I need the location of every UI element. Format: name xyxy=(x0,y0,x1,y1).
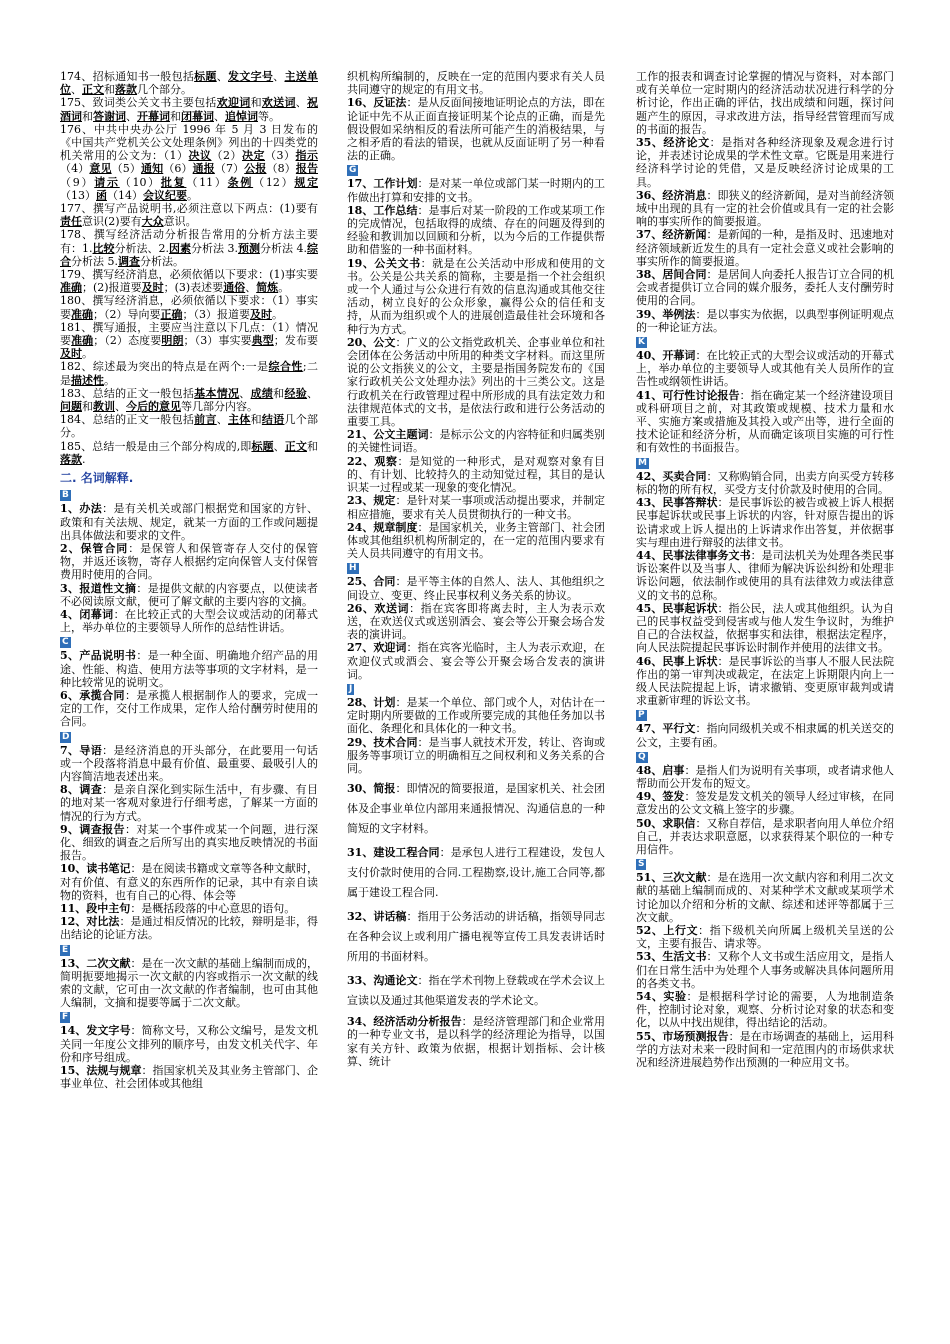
paragraph: 13、二次文献：是在一次文献的基础上编制而成的，简明扼要地揭示一次文献的内容或指示一次文献的线索的文献，它可由一次文献的作者编制，也可由其他人编制，文摘和提要等属于二次文献。 xyxy=(60,956,318,1010)
paragraph: 27、欢迎词：指在宾客光临时，主人为表示欢迎，在欢迎仪式或酒会、宴会等公开聚会场合发表的演讲词。 xyxy=(347,641,605,681)
paragraph: 20、公文：广义的公文指党政机关、企事业单位和社会团体在公务活动中所用的种类文字材料。而这里所说的公文指狭义的公文，主要是指国务院发布的《国家行政机关公文处理办法》列出的十三类公文。这是行政机关在行政管理过程中所形成的具有法定效力和法律规范体式的文书，是依法行政和进行公务活动的重要工具。 xyxy=(347,335,605,429)
index-letter xyxy=(60,634,318,649)
paragraph: 176、中共中央办公厅 1996 年 5 月 3 日发布的《中国共产党机关公文处理条例》列出的十四类党的机关常用的公文为：（1）决议（2）决定（3）指示（4）意见（5）通知（6）通报（7）公报（8）报告（9）请示（10）批复（11）条例（12）规定（13）函（14）会议纪要。 xyxy=(60,122,318,202)
index-letter xyxy=(636,856,894,871)
paragraph: 10、读书笔记：是在阅读书籍或文章等各种文献时，对有价值、有意义的东西所作的记录，其中有亲自读物的资料，也有自己的心得、体会等 xyxy=(60,862,318,902)
paragraph: 24、规章制度：是国家机关，业务主管部门、社会团体或其他组织机构所制定的，在一定的范围内要求有关人员共同遵守的有用文书。 xyxy=(347,520,605,561)
paragraph: 29、技术合同：是当事人就技术开发，转让、咨询或服务等事项订立的明确相互之间权利和义务关系的合同。 xyxy=(347,735,605,775)
paragraph: 15、法规与规章：指国家机关及其业务主管部门、企事业单位、社会团体或其他组 xyxy=(60,1064,318,1091)
paragraph: 50、求职信：又称自荐信，是求职者向用人单位介绍自己，并表达求职意愿，以求获得某个职位的一种专用信件。 xyxy=(636,816,894,856)
paragraph: 174、招标通知书一般包括标题、发文字号、主送单位、正文和落款几个部分。 xyxy=(60,70,318,97)
paragraph: 37、经济新闻：是新闻的一种，是指及时、迅速地对经济领域新近发生的具有一定社会意义或社会影响的事实所作的简要报道。 xyxy=(636,228,894,268)
column-right xyxy=(636,70,894,1290)
paragraph: 11、段中主句：是概括段落的中心意思的语句。 xyxy=(60,901,296,915)
paragraph: 26、欢送词：指在宾客即将离去时，主人为表示欢送，在欢送仪式或送别酒会、宴会等公开聚会场合发表的演讲词。 xyxy=(347,601,605,642)
paragraph: 184、总结的正文一般包括前言、主体和结语几个部分。 xyxy=(60,413,318,440)
paragraph: 30、简报：即情况的简要报道，是国家机关、社会团体及企事业单位内部用来通报情况、沟通信息的一种简短的文字材料。 xyxy=(347,782,605,836)
paragraph: 21、公文主题词：是标示公文的内容特征和归属类别的关键性词语。 xyxy=(347,428,605,455)
index-letter xyxy=(636,707,894,722)
paragraph: 25、合同：是平等主体的自然人、法人、其他组织之间设立、变更、终止民事权利义务关系的协议。 xyxy=(347,575,605,602)
paragraph: 179、撰写经济消息，必须依循以下要求：(1)事实要准确；(2)报道要及时；(3)表述要通俗、简炼。 xyxy=(60,268,318,295)
paragraph: 52、上行文：指下级机关向所属上级机关呈送的公文，主要有报告、请求等。 xyxy=(636,923,894,951)
paragraph: 45、民事起诉状：指公民，法人或其他组织。认为自己的民事权益受到侵害或与他人发生争议时，为维护自己的合法权益，依据事实和法律，根据法定程序，向人民法院提起民事诉讼时制作并使用的法律文书。 xyxy=(636,601,894,655)
paragraph: 175、致词类公关文书主要包括欢迎词和欢送词、祝酒词和答谢词、开幕词和闭幕词、追悼词等。 xyxy=(60,96,318,123)
paragraph: 22、观察：是知觉的一种形式，是对观察对象有目的、有计划、比较持久的主动知觉过程，其目的是认识某一过程或某一现象的变化情况。 xyxy=(347,454,605,495)
paragraph: 49、签发：签发是发文机关的领导人经过审核，在同意发出的公文文稿上签字的步骤。 xyxy=(636,790,894,817)
paragraph: 43、民事答辩状：是民事诉讼的被告或被上诉人根据民事起诉状或民事上诉状的内容，针对原告提出的诉讼请求或上诉人提出的上诉请求作出答复，并依据事实与理由进行辩驳的法律文书。 xyxy=(636,496,894,549)
paragraph: 31、建设工程合同：是承包人进行工程建设，发包人支付价款时使用的合同.工程勘察,设计,施工合同等,都属于建设工程合同. xyxy=(347,846,605,900)
paragraph: 34、经济活动分析报告：是经济管理部门和企业常用的一种专业文书，是以科学的经济理论为指导，以国家有关方针、政策为依据，根据计划指标、会计核算、统计 xyxy=(347,1015,605,1068)
paragraph: 54、实验：是根据科学讨论的需要，人为地制造条件，控制讨论对象，观察、分析讨论对象的状态和变化，以从中找出规律，得出结论的活动。 xyxy=(636,990,894,1030)
index-letter-badge: H xyxy=(349,563,357,574)
column-middle xyxy=(347,70,605,1290)
paragraph: 4、闭幕词：在比较正式的大型会议或活动的闭幕式上，举办单位的主要领导人所作的总结性讲话。 xyxy=(60,607,318,635)
paragraph: 5、产品说明书：是一种全面、明确地介绍产品的用途、性能、构造、使用方法等事项的文字材料，是一种比较常见的说明文。 xyxy=(60,649,318,689)
paragraph: 12、对比法：是通过相反情况的比较，辩明是非，得出结论的论证方法。 xyxy=(60,915,318,942)
paragraph: 181、撰写通报，主要应当注意以下几点：（1）情况要准确；（2）态度要明朗；（3）事实要典型；发布要及时。 xyxy=(60,320,318,361)
paragraph: 48、启事：是指人们为说明有关事项，或者请求他人帮助而公开发布的短文。 xyxy=(636,763,894,790)
paragraph: 53、生活文书：又称个人文书或生活应用文，是指人们在日常生活中为处理个人事务或解决具体问题所用的各类文书。 xyxy=(636,950,894,990)
index-letter-badge: G xyxy=(349,165,357,176)
paragraph: 3、报道性文摘：是提供文献的内容要点，以使读者不必阅读原文献，便可了解文献的主要内容的文摘。 xyxy=(60,581,318,608)
paragraph: 6、承揽合同：是承揽人根据制作人的要求，完成一定的工作，交付工作成果，定作人给付酬劳时使用的合同。 xyxy=(60,688,318,729)
index-letter-badge: S xyxy=(638,859,645,870)
index-letter-badge: M xyxy=(638,457,647,468)
index-letter-badge: Q xyxy=(638,751,646,762)
paragraph: 42、买卖合同：又称购销合同，出卖方向买受方转移标的物的所有权，买受方支付价款及时使用的合同。 xyxy=(636,469,894,496)
paragraph: 46、民事上诉状：是民事诉讼的当事人不服人民法院作出的第一审判决或裁定，在法定上诉期限内向上一级人民法院提起上诉，请求撤销、变更原审裁判或请求重新审理的诉讼文书。 xyxy=(636,654,894,708)
paragraph: 17、工作计划：是对某一单位或部门某一时期内的工作做出打算和安排的文书。 xyxy=(347,177,605,204)
paragraph: 32、讲话稿：指用于公务活动的讲话稿，指领导同志在各种会议上或利用广播电视等宣传工具发表讲话时所用的书面材料。 xyxy=(347,910,605,964)
paragraph: 1、办法：是有关机关或部门根据党和国家的方针、政策和有关法规、规定，就某一方面的工作或问题提出具体做法和要求的文件。 xyxy=(60,502,318,542)
index-letter xyxy=(636,334,894,349)
index-letter-badge: J xyxy=(349,683,353,694)
paragraph: 36、经济消息：即狭义的经济新闻，是对当前经济领域中出现的具有一定的社会价值或具有一定的社会影响的事实所作的简要报道。 xyxy=(636,188,894,229)
paragraph: 2、保管合同：是保管人和保管寄存人交付的保管物，并返还该物，寄存人根据约定向保管人支付保管费用时使用的合同。 xyxy=(60,541,318,582)
paragraph: 14、发文字号：简称文号，又称公文编号，是发文机关同一年度公文排列的顺序号，由发文机关代字、年份和序号组成。 xyxy=(60,1024,318,1064)
paragraph: 16、反证法：是从反面间接地证明论点的方法，即在论证中先不从正面直接证明某个论点的正确，而是先假设假如采纳相反的看法所可能产生的消极结果，与之相矛盾的看法的错误，也就从反面证明了另一种看法的正确。 xyxy=(347,96,605,163)
paragraph: 47、平行文：指向同级机关或不相隶属的机关送交的公文，主要有函。 xyxy=(636,722,894,749)
paragraph: 织机构所编制的，反映在一定的范围内要求有关人员共同遵守的规定的有用文书。 xyxy=(347,70,605,97)
section-heading: 二. 名词解释. xyxy=(60,471,134,486)
index-letter-badge: D xyxy=(62,731,70,742)
index-letter xyxy=(347,681,605,696)
paragraph: 51、三次文献：是在选用一次文献内容和利用二次文献的基础上编制而成的、对某种学术文献或某项学术讨论加以介绍和分析的文献、综述和述评等都属于三次文献。 xyxy=(636,871,894,924)
index-letter-badge: C xyxy=(62,637,69,648)
index-letter-badge: F xyxy=(62,1012,69,1023)
paragraph: 41、可行性讨论报告：指在确定某一个经济建设项目或科研项目之前，对其政策或规模、技术力量和水平、实施方案或措施及其投入或产出等，进行全面的技术论证和经济分析，从而确定该项目实施的可行性和有效性的书面报告。 xyxy=(636,388,894,455)
index-letter xyxy=(60,1009,318,1024)
paragraph: 38、居间合同：是居间人向委托人报告订立合同的机会或者提供订立合同的媒介服务，委托人支付酬劳时使用的合同。 xyxy=(636,268,894,308)
paragraph: 183、总结的正文一般包括基本情况、成绩和经验、问题和教训、今后的意见等几部分内容。 xyxy=(60,386,318,414)
index-letter xyxy=(60,942,318,957)
paragraph: 39、举例法：是以事实为依据，以典型事例证明观点的一种论证方法。 xyxy=(636,307,894,334)
paragraph: 28、计划：是某一个单位、部门或个人，对估计在一定时期内所要做的工作或所要完成的其他任务加以书面化、条理化和具体化的一种文书。 xyxy=(347,695,605,736)
paragraph: 185、总结一般是由三个部分构成的,即标题、正文和落款. xyxy=(60,439,318,466)
index-letter-badge: P xyxy=(638,710,645,721)
paragraph: 8、调查：是亲自深化到实际生活中，有步骤、有目的地对某一客观对象进行仔细考虑，了解某一方面的情况的行为方式。 xyxy=(60,783,318,823)
index-letter xyxy=(60,729,318,744)
paragraph: 40、开幕词：在比较正式的大型会议或活动的开幕式上，举办单位的主要领导人或其他有关人员所作的宣告性或纲领性讲话。 xyxy=(636,349,894,389)
paragraph: 7、导语：是经济消息的开头部分，在此要用一句话或一个段落将消息中最有价值、最重要、最吸引人的内容简洁地表述出来。 xyxy=(60,743,318,783)
paragraph: 18、工作总结：是事后对某一阶段的工作或某项工作的完成情况，包括取得的成绩、存在的问题及得到的经验和教训加以回顾和分析，以为今后的工作提供帮助和借鉴的一种书面材料。 xyxy=(347,203,605,257)
paragraph: 177、撰写产品说明书,必须注意以下两点：(1)要有责任意识(2)要有大众意识。 xyxy=(60,202,318,229)
index-letter xyxy=(60,487,318,502)
paragraph: 工作的报表和调查讨论掌握的情况与资料，对本部门或有关单位一定时期内的经济活动状况进行科学的分析讨论，作出正确的评估，找出成绩和问题，探讨问题产生的原因，寻求改进方法，指导经营管理而写成的书面的报告。 xyxy=(636,70,894,136)
index-letter-badge: B xyxy=(62,490,69,501)
column-left xyxy=(60,70,318,1290)
index-letter xyxy=(636,455,894,470)
index-letter xyxy=(347,162,605,177)
index-letter-badge: E xyxy=(62,944,69,955)
paragraph: 19、公关文书：就是在公关活动中形成和使用的文书。公关是公共关系的简称，主要是指一个社会组织或一个人通过与公众进行有效的信息沟通或其他交往活动，树立良好的公众形象，赢得公众的信任和支持，从而为组织或个人的进展创造最佳社会环境和各种行为方式。 xyxy=(347,256,605,336)
paragraph: 44、民事法律事务文书：是司法机关为处理各类民事诉讼案件以及当事人、律师为解决诉讼纠纷和处理非诉讼问题，依法制作或使用的具有法律效力或法律意义的文书的总称。 xyxy=(636,548,894,602)
index-letter xyxy=(347,560,605,575)
paragraph: 33、沟通论文：指在学术刊物上登载或在学术会议上宣读以及通过其他渠道发表的学术论文。 xyxy=(347,974,605,1008)
paragraph: 180、撰写经济消息，必须依循以下要求：（1）事实要准确；（2）导向要正确；（3）报道要及时。 xyxy=(60,294,318,321)
paragraph: 9、调查报告：对某一个事件或某一个问题，进行深化、细致的调查之后所写出的真实地反映情况的书面报告。 xyxy=(60,822,318,863)
paragraph: 178、撰写经济活动分析报告常用的分析方法主要有：1.比较分析法、2.因素分析法 3.预测分析法 4.综合分析法 5.调查分析法。 xyxy=(60,228,318,268)
paragraph: 23、规定：是针对某一事项或活动提出要求，并制定相应措施，要求有关人员贯彻执行的一种文书。 xyxy=(347,494,605,521)
paragraph: 35、经济论文：是指对各种经济现象及观念进行讨论，并表述讨论成果的学术性文章。它既是用来进行经济科学讨论的凭借，又是反映经济讨论成果的工具。 xyxy=(636,136,894,189)
index-letter xyxy=(636,749,894,764)
index-letter-badge: K xyxy=(638,337,645,348)
paragraph: 55、市场预测报告：是在市场调查的基础上，运用科学的方法对未来一段时间和一定范围内的市场供求状况和经济进展趋势作出预测的一种应用文书。 xyxy=(636,1029,894,1070)
paragraph: 182、综述最为突出的特点是在两个:一是综合性;二是描述性。 xyxy=(60,360,318,387)
